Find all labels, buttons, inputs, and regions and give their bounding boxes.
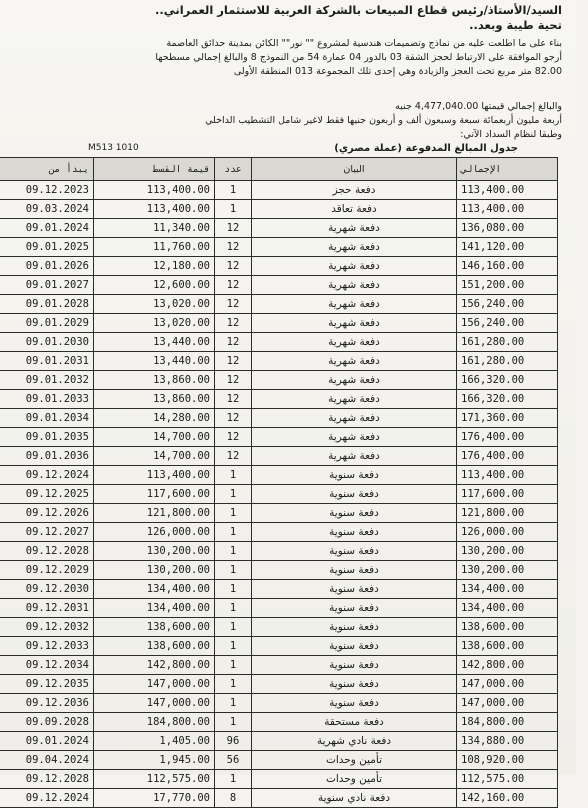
cell-start-date: 09.12.2032 <box>0 618 94 637</box>
cell-count: 12 <box>215 257 252 276</box>
cell-count: 1 <box>215 694 252 713</box>
cell-description: دفعة حجز <box>252 181 457 200</box>
table-row <box>0 485 558 504</box>
table-row <box>0 371 558 390</box>
cell-total: 138,600.00 <box>457 637 558 656</box>
cell-description: دفعة سنوية <box>252 694 457 713</box>
cell-start-date: 09.12.2024 <box>0 466 94 485</box>
cell-installment: 11,760.00 <box>94 238 215 257</box>
cell-installment: 184,800.00 <box>94 713 215 732</box>
cell-start-date: 09.12.2025 <box>0 485 94 504</box>
cell-installment: 14,700.00 <box>94 447 215 466</box>
cell-installment: 134,400.00 <box>94 599 215 618</box>
cell-total: 142,160.00 <box>457 789 558 808</box>
table-body <box>0 181 558 808</box>
cell-description: دفعة شهرية <box>252 447 457 466</box>
cell-installment: 134,400.00 <box>94 580 215 599</box>
cell-total: 166,320.00 <box>457 390 558 409</box>
cell-installment: 117,600.00 <box>94 485 215 504</box>
cell-description: دفعة شهرية <box>252 314 457 333</box>
cell-description: دفعة سنوية <box>252 542 457 561</box>
cell-total: 171,360.00 <box>457 409 558 428</box>
table-row <box>0 770 558 789</box>
cell-start-date: 09.01.2033 <box>0 390 94 409</box>
greeting-line: تحية طيبة وبعد.. <box>469 18 562 32</box>
cell-installment: 138,600.00 <box>94 618 215 637</box>
cell-installment: 113,400.00 <box>94 181 215 200</box>
cell-count: 1 <box>215 504 252 523</box>
table-row <box>0 200 558 219</box>
table-row <box>0 599 558 618</box>
cell-description: دفعة سنوية <box>252 656 457 675</box>
cell-count: 1 <box>215 466 252 485</box>
table-row <box>0 542 558 561</box>
cell-total: 113,400.00 <box>457 466 558 485</box>
cell-start-date: 09.03.2024 <box>0 200 94 219</box>
cell-description: دفعة شهرية <box>252 257 457 276</box>
reference-code: M513 1010 <box>88 143 139 153</box>
cell-installment: 147,000.00 <box>94 675 215 694</box>
cell-count: 12 <box>215 371 252 390</box>
cell-description: دفعة سنوية <box>252 580 457 599</box>
table-row <box>0 352 558 371</box>
cell-count: 1 <box>215 561 252 580</box>
table-row <box>0 314 558 333</box>
cell-description: تأمين وحدات <box>252 770 457 789</box>
cell-installment: 1,405.00 <box>94 732 215 751</box>
cell-start-date: 09.01.2025 <box>0 238 94 257</box>
cell-total: 138,600.00 <box>457 618 558 637</box>
header-count: عدد <box>215 158 252 181</box>
cell-total: 134,400.00 <box>457 599 558 618</box>
cell-installment: 121,800.00 <box>94 504 215 523</box>
cell-installment: 17,770.00 <box>94 789 215 808</box>
cell-start-date: 09.01.2024 <box>0 219 94 238</box>
cell-start-date: 09.01.2036 <box>0 447 94 466</box>
cell-total: 176,400.00 <box>457 428 558 447</box>
cell-description: دفعة نادي شهرية <box>252 732 457 751</box>
cell-start-date: 09.12.2027 <box>0 523 94 542</box>
cell-count: 12 <box>215 276 252 295</box>
cell-count: 1 <box>215 675 252 694</box>
cell-description: دفعة سنوية <box>252 637 457 656</box>
cell-installment: 13,020.00 <box>94 295 215 314</box>
cell-installment: 13,860.00 <box>94 390 215 409</box>
cell-installment: 1,945.00 <box>94 751 215 770</box>
cell-installment: 113,400.00 <box>94 200 215 219</box>
table-row <box>0 257 558 276</box>
cell-total: 147,000.00 <box>457 675 558 694</box>
cell-start-date: 09.01.2034 <box>0 409 94 428</box>
cell-start-date: 09.01.2032 <box>0 371 94 390</box>
cell-count: 1 <box>215 770 252 789</box>
cell-start-date: 09.12.2035 <box>0 675 94 694</box>
cell-count: 1 <box>215 656 252 675</box>
cell-count: 96 <box>215 732 252 751</box>
cell-total: 130,200.00 <box>457 542 558 561</box>
cell-start-date: 09.01.2030 <box>0 333 94 352</box>
cell-count: 1 <box>215 599 252 618</box>
table-row <box>0 751 558 770</box>
table-row <box>0 732 558 751</box>
cell-start-date: 09.12.2026 <box>0 504 94 523</box>
table-row <box>0 276 558 295</box>
cell-description: دفعة سنوية <box>252 504 457 523</box>
body-line-1: بناء على ما اطلعت عليه من نماذج وتصميمات هندسية لمشروع "" نور"" الكائن بمدينة حدائق العاصمة <box>166 38 562 49</box>
cell-count: 12 <box>215 390 252 409</box>
cell-description: دفعة سنوية <box>252 618 457 637</box>
cell-count: 1 <box>215 523 252 542</box>
cell-installment: 13,020.00 <box>94 314 215 333</box>
cell-total: 113,400.00 <box>457 200 558 219</box>
cell-count: 1 <box>215 542 252 561</box>
cell-start-date: 09.12.2031 <box>0 599 94 618</box>
cell-count: 12 <box>215 219 252 238</box>
table-row <box>0 637 558 656</box>
table-caption <box>88 143 518 157</box>
cell-count: 1 <box>215 485 252 504</box>
cell-start-date: 09.01.2028 <box>0 295 94 314</box>
body-line-2: أرجو الموافقة على الارتباط لحجز الشقة 03 بالدور 04 عمارة 54 من النموذج 8 والبالغ إجمالي مسطحها <box>155 52 562 63</box>
cell-start-date: 09.01.2026 <box>0 257 94 276</box>
cell-total: 134,400.00 <box>457 580 558 599</box>
payment-plan-intro: وطبقا لنظام السداد الآتي: <box>460 129 562 140</box>
cell-total: 130,200.00 <box>457 561 558 580</box>
cell-total: 126,000.00 <box>457 523 558 542</box>
cell-description: تأمين وحدات <box>252 751 457 770</box>
cell-total: 161,280.00 <box>457 333 558 352</box>
table-row <box>0 295 558 314</box>
cell-total: 156,240.00 <box>457 314 558 333</box>
cell-installment: 130,200.00 <box>94 561 215 580</box>
table-row <box>0 390 558 409</box>
cell-total: 108,920.00 <box>457 751 558 770</box>
payment-table <box>0 157 558 808</box>
body-line-3: 82.00 متر مربع تحت العجز والزيادة وهي إحدى تلك المجموعة 013 المنطقة الأولى <box>233 66 562 77</box>
cell-installment: 147,000.00 <box>94 694 215 713</box>
cell-count: 12 <box>215 333 252 352</box>
cell-start-date: 09.04.2024 <box>0 751 94 770</box>
header-description: البيان <box>252 158 457 181</box>
table-row <box>0 713 558 732</box>
header-installment: قيمة القسط <box>94 158 215 181</box>
cell-start-date: 09.12.2030 <box>0 580 94 599</box>
cell-installment: 12,180.00 <box>94 257 215 276</box>
cell-count: 1 <box>215 181 252 200</box>
table-row <box>0 675 558 694</box>
cell-description: دفعة سنوية <box>252 523 457 542</box>
table-row <box>0 523 558 542</box>
cell-count: 12 <box>215 409 252 428</box>
cell-description: دفعة شهرية <box>252 295 457 314</box>
cell-installment: 14,700.00 <box>94 428 215 447</box>
cell-total: 136,080.00 <box>457 219 558 238</box>
cell-total: 117,600.00 <box>457 485 558 504</box>
cell-count: 1 <box>215 618 252 637</box>
cell-start-date: 09.12.2034 <box>0 656 94 675</box>
cell-start-date: 09.01.2029 <box>0 314 94 333</box>
cell-description: دفعة شهرية <box>252 352 457 371</box>
cell-description: دفعة شهرية <box>252 219 457 238</box>
cell-start-date: 09.12.2029 <box>0 561 94 580</box>
addressee-line: السيد/الأستاذ/رئيس قطاع المبيعات بالشركة العربية للاستثمار العمراني.. <box>155 3 562 17</box>
cell-installment: 142,800.00 <box>94 656 215 675</box>
cell-installment: 13,440.00 <box>94 333 215 352</box>
cell-total: 156,240.00 <box>457 295 558 314</box>
table-row <box>0 561 558 580</box>
total-price-words: أربعة مليون أربعمائة سبعة وسبعون ألف و أربعون جنيها فقط لاغير شامل التشطيب الداخلي <box>205 115 562 126</box>
cell-description: دفعة مستحقة <box>252 713 457 732</box>
cell-installment: 13,860.00 <box>94 371 215 390</box>
cell-total: 166,320.00 <box>457 371 558 390</box>
cell-total: 121,800.00 <box>457 504 558 523</box>
table-row <box>0 789 558 808</box>
table-row <box>0 618 558 637</box>
cell-count: 12 <box>215 314 252 333</box>
cell-description: دفعة شهرية <box>252 238 457 257</box>
table-row <box>0 694 558 713</box>
cell-count: 12 <box>215 295 252 314</box>
table-header-row <box>0 158 558 181</box>
table-row <box>0 181 558 200</box>
cell-description: دفعة شهرية <box>252 333 457 352</box>
cell-installment: 126,000.00 <box>94 523 215 542</box>
table-row <box>0 238 558 257</box>
cell-description: دفعة سنوية <box>252 485 457 504</box>
cell-total: 147,000.00 <box>457 694 558 713</box>
cell-description: دفعة نادي سنوية <box>252 789 457 808</box>
header-total: الإجمالي <box>457 158 558 181</box>
table-row <box>0 409 558 428</box>
cell-start-date: 09.12.2023 <box>0 181 94 200</box>
table-row <box>0 333 558 352</box>
cell-count: 1 <box>215 637 252 656</box>
cell-installment: 14,280.00 <box>94 409 215 428</box>
cell-description: دفعة سنوية <box>252 561 457 580</box>
cell-description: دفعة سنوية <box>252 675 457 694</box>
cell-count: 12 <box>215 428 252 447</box>
table-row <box>0 580 558 599</box>
cell-total: 176,400.00 <box>457 447 558 466</box>
header-start-date: يبدأ من <box>0 158 94 181</box>
cell-description: دفعة شهرية <box>252 390 457 409</box>
cell-installment: 113,400.00 <box>94 466 215 485</box>
cell-total: 141,120.00 <box>457 238 558 257</box>
cell-count: 56 <box>215 751 252 770</box>
cell-count: 1 <box>215 713 252 732</box>
table-row <box>0 466 558 485</box>
cell-start-date: 09.01.2027 <box>0 276 94 295</box>
cell-total: 146,160.00 <box>457 257 558 276</box>
table-row <box>0 219 558 238</box>
cell-installment: 138,600.00 <box>94 637 215 656</box>
cell-installment: 130,200.00 <box>94 542 215 561</box>
cell-total: 134,880.00 <box>457 732 558 751</box>
cell-count: 12 <box>215 352 252 371</box>
cell-start-date: 09.01.2031 <box>0 352 94 371</box>
cell-description: دفعة شهرية <box>252 276 457 295</box>
cell-installment: 11,340.00 <box>94 219 215 238</box>
cell-total: 142,800.00 <box>457 656 558 675</box>
cell-total: 161,280.00 <box>457 352 558 371</box>
cell-total: 151,200.00 <box>457 276 558 295</box>
cell-start-date: 09.12.2024 <box>0 789 94 808</box>
cell-start-date: 09.12.2028 <box>0 542 94 561</box>
cell-installment: 12,600.00 <box>94 276 215 295</box>
cell-description: دفعة سنوية <box>252 599 457 618</box>
table-caption-text: جدول المبالغ المدفوعة (عملة مصري) <box>334 143 518 154</box>
cell-start-date: 09.12.2033 <box>0 637 94 656</box>
cell-description: دفعة تعاقد <box>252 200 457 219</box>
cell-installment: 13,440.00 <box>94 352 215 371</box>
table-row <box>0 504 558 523</box>
cell-total: 112,575.00 <box>457 770 558 789</box>
cell-description: دفعة سنوية <box>252 466 457 485</box>
cell-start-date: 09.12.2036 <box>0 694 94 713</box>
cell-start-date: 09.01.2024 <box>0 732 94 751</box>
total-price-line: والبالغ إجمالي قيمتها 4,477,040.00 جنيه <box>395 101 562 112</box>
cell-count: 1 <box>215 580 252 599</box>
cell-start-date: 09.09.2028 <box>0 713 94 732</box>
cell-start-date: 09.12.2028 <box>0 770 94 789</box>
cell-count: 1 <box>215 200 252 219</box>
cell-installment: 112,575.00 <box>94 770 215 789</box>
cell-start-date: 09.01.2035 <box>0 428 94 447</box>
cell-description: دفعة شهرية <box>252 371 457 390</box>
table-row <box>0 428 558 447</box>
cell-total: 113,400.00 <box>457 181 558 200</box>
cell-count: 12 <box>215 238 252 257</box>
table-row <box>0 447 558 466</box>
cell-count: 8 <box>215 789 252 808</box>
cell-total: 184,800.00 <box>457 713 558 732</box>
table-row <box>0 656 558 675</box>
cell-description: دفعة شهرية <box>252 428 457 447</box>
payment-schedule <box>0 143 588 804</box>
cell-description: دفعة شهرية <box>252 409 457 428</box>
cell-count: 12 <box>215 447 252 466</box>
